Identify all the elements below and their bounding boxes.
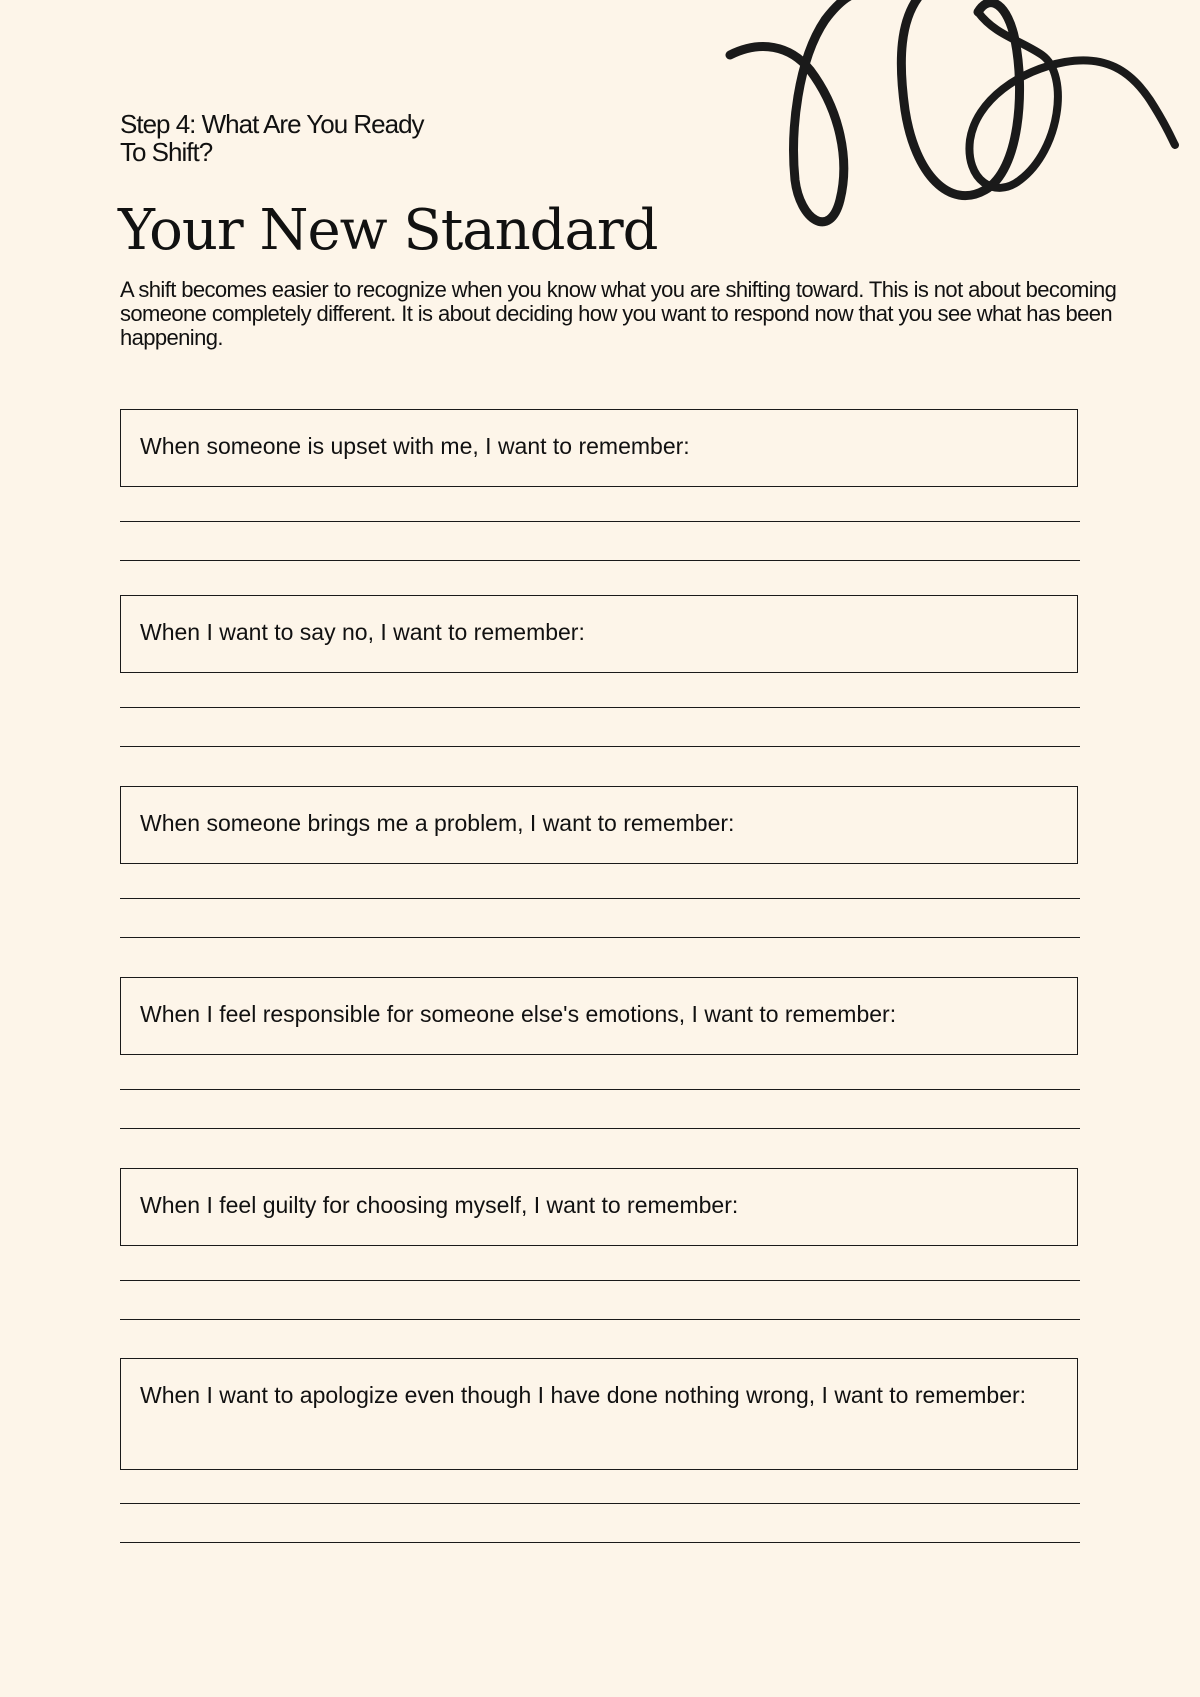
prompt-box <box>120 977 1078 1055</box>
answer-line[interactable] <box>120 1128 1080 1129</box>
answer-line[interactable] <box>120 898 1080 899</box>
prompt-box <box>120 1168 1078 1246</box>
answer-line[interactable] <box>120 560 1080 561</box>
answer-line[interactable] <box>120 707 1080 708</box>
answer-line[interactable] <box>120 1280 1080 1281</box>
page-title: Your New Standard <box>118 198 658 263</box>
prompt-text: When I feel responsible for someone else's emotions, I want to remember: <box>140 1001 897 1027</box>
answer-line[interactable] <box>120 746 1080 747</box>
prompt-text: When I want to say no, I want to remember: <box>140 619 585 645</box>
prompt-text: When I want to apologize even though I have done nothing wrong, I want to remember: <box>140 1382 1027 1408</box>
prompt-text: When someone is upset with me, I want to remember: <box>140 433 690 459</box>
prompt-text: When someone brings me a problem, I want to remember: <box>140 810 735 836</box>
intro-paragraph: A shift becomes easier to recognize when you know what you are shifting toward. This is not about becoming someone completely different. It is about deciding how you want to respond now that you see what has been happening. <box>120 277 1117 350</box>
squiggle-decoration-icon <box>720 0 1200 240</box>
prompt-box <box>120 1358 1078 1470</box>
answer-line[interactable] <box>120 1319 1080 1320</box>
prompt-box <box>120 409 1078 487</box>
prompt-box <box>120 786 1078 864</box>
prompt-box <box>120 595 1078 673</box>
prompt-text: When I feel guilty for choosing myself, I want to remember: <box>140 1192 739 1218</box>
answer-line[interactable] <box>120 1542 1080 1543</box>
answer-line[interactable] <box>120 1089 1080 1090</box>
answer-line[interactable] <box>120 1503 1080 1504</box>
answer-line[interactable] <box>120 937 1080 938</box>
step-label: Step 4: What Are You Ready To Shift? <box>120 109 424 167</box>
answer-line[interactable] <box>120 521 1080 522</box>
